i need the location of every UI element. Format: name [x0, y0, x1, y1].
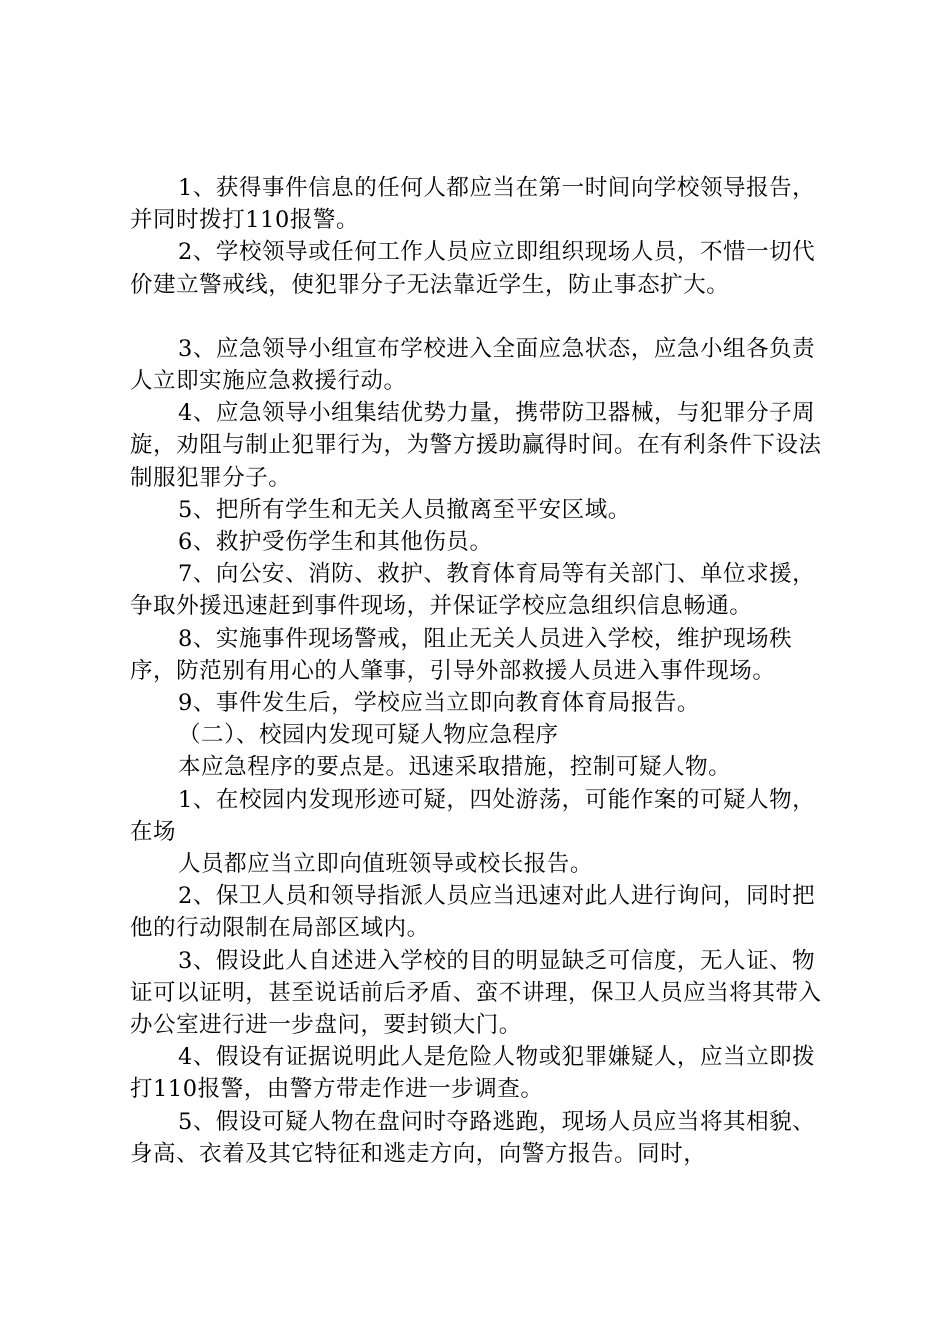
section-item-1-continued: 人员都应当立即向值班领导或校长报告。: [178, 851, 593, 878]
paragraph-3: 3、应急领导小组宣布学校进入全面应急状态，应急小组各负责人立即实施应急救援行动。: [130, 335, 816, 395]
document-body: [130, 172, 830, 1170]
section-item-2: 2、保卫人员和领导指派人员应当迅速对此人进行询问，同时把他的行动限制在局部区域内。: [130, 883, 816, 942]
section-item-3: 3、假设此人自述进入学校的目的明显缺乏可信度，无人证、物证可以证明，甚至说话前后矛盾、蛮不讲理，保卫人员应当将其带入办公室进行进一步盘问，要封锁大门。: [130, 947, 822, 1039]
section-item-1: 1、在校园内发现形迹可疑，四处游荡，可能作案的可疑人物，在场: [130, 786, 816, 845]
paragraph-4: 4、应急领导小组集结优势力量，携带防卫器械，与犯罪分子周旋，劝阻与制止犯罪行为，为警方援助赢得时间。在有利条件下设法制服犯罪分子。: [130, 400, 822, 491]
paragraph-7: 7、向公安、消防、救护、教育体育局等有关部门、单位求援，争取外援迅速赶到事件现场，并保证学校应急组织信息畅通。: [130, 561, 816, 620]
paragraph-gap: [130, 301, 830, 333]
section-item-5: 5、假设可疑人物在盘问时夺路逃跑，现场人员应当将其相貌、身高、衣着及其它特征和逃走方向，向警方报告。同时，: [130, 1108, 816, 1167]
paragraph-2: 2、学校领导或任何工作人员应立即组织现场人员，不惜一切代价建立警戒线，使犯罪分子无法靠近学生，防止事态扩大。: [130, 239, 816, 298]
paragraph-1: 1、获得事件信息的任何人都应当在第一时间向学校领导报告，并同时拨打110报警。: [130, 175, 816, 234]
section-heading: （二）、校园内发现可疑人物应急程序: [178, 722, 559, 749]
section-summary: 本应急程序的要点是。迅速采取措施，控制可疑人物。: [178, 754, 732, 781]
paragraph-6: 6、救护受伤学生和其他伤员。: [178, 529, 493, 556]
paragraph-9: 9、事件发生后，学校应当立即向教育体育局报告。: [178, 690, 700, 717]
paragraph-5: 5、把所有学生和无关人员撤离至平安区域。: [178, 496, 631, 523]
section-item-4: 4、假设有证据说明此人是危险人物或犯罪嫌疑人，应当立即拨打110报警，由警方带走作进一步调查。: [130, 1044, 816, 1103]
paragraph-8: 8、实施事件现场警戒，阻止无关人员进入学校，维护现场秩序，防范别有用心的人肇事，引导外部救援人员进入事件现场。: [130, 625, 793, 684]
